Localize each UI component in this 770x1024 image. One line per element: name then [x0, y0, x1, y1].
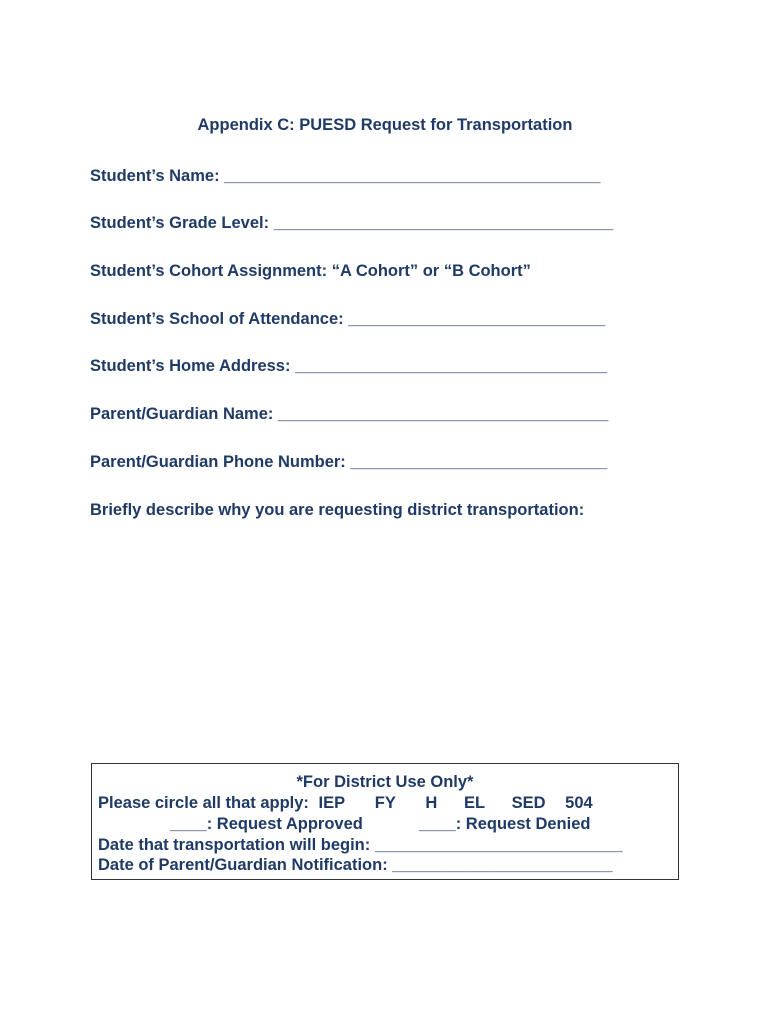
page-title: Appendix C: PUESD Request for Transportation — [197, 116, 573, 134]
circle-options-line — [98, 794, 593, 813]
option-fy[interactable]: FY — [374, 794, 396, 812]
option-504[interactable]: 504 — [565, 794, 593, 812]
circle-prompt: Please circle all that apply: — [98, 794, 309, 812]
parent-guardian-name-field[interactable]: Parent/Guardian Name: ____________________________________ — [90, 405, 609, 423]
district-use-heading: *For District Use Only* — [296, 773, 474, 791]
school-of-attendance-field[interactable]: Student’s School of Attendance: ____________________________ — [90, 310, 606, 328]
cohort-assignment-field[interactable]: Student’s Cohort Assignment: “A Cohort” or “B Cohort” — [90, 262, 531, 280]
district-use-box — [91, 763, 679, 880]
transportation-begin-date-field[interactable]: Date that transportation will begin: ___________________________ — [98, 836, 623, 854]
grade-level-field[interactable]: Student’s Grade Level: _____________________________________ — [90, 214, 614, 232]
request-denied-line[interactable]: ____: Request Denied — [419, 815, 591, 833]
parent-guardian-phone-field[interactable]: Parent/Guardian Phone Number: ____________________________ — [90, 453, 608, 471]
home-address-field[interactable]: Student’s Home Address: __________________________________ — [90, 357, 608, 375]
request-reason-prompt: Briefly describe why you are requesting district transportation: — [90, 501, 585, 519]
option-sed[interactable]: SED — [511, 794, 546, 812]
option-h[interactable]: H — [425, 794, 438, 812]
option-iep[interactable]: IEP — [318, 794, 346, 812]
request-approved-line[interactable]: ____: Request Approved — [170, 815, 363, 833]
student-name-field[interactable]: Student’s Name: _________________________________________ — [90, 167, 601, 185]
notification-date-field[interactable]: Date of Parent/Guardian Notification: ________________________ — [98, 856, 613, 874]
option-el[interactable]: EL — [463, 794, 486, 812]
